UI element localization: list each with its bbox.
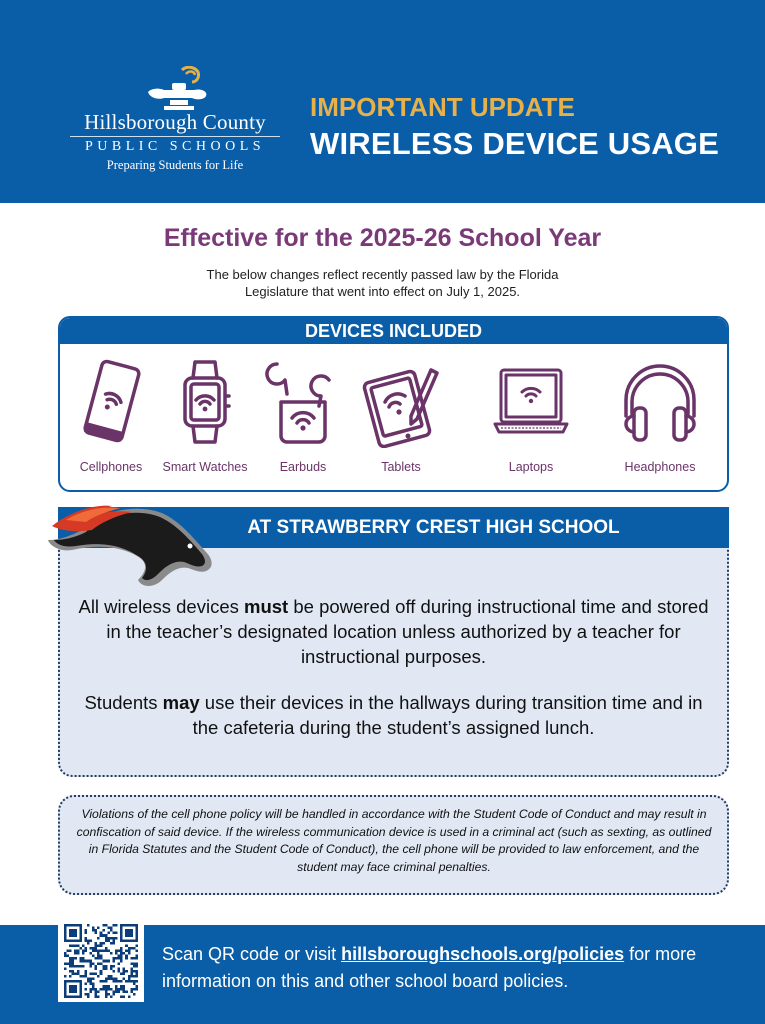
- lamp-icon: [142, 66, 212, 112]
- emphasis-may: may: [162, 692, 200, 713]
- device-label: Smart Watches: [162, 460, 248, 474]
- paragraph-text: use their devices in the hallways during transition time and in the cafeteria during the student’s assigned lunch.: [192, 692, 703, 738]
- device-label: Laptops: [508, 460, 554, 474]
- header-banner: [0, 0, 765, 203]
- district-name: Hillsborough County: [84, 110, 266, 134]
- emphasis-must: must: [244, 596, 289, 617]
- headphones-icon: [620, 356, 700, 448]
- footer-text: [162, 941, 722, 995]
- device-label: Tablets: [381, 460, 421, 474]
- effective-subtitle: The below changes reflect recently passed law by the Florida Legislature that went into effect on July 1, 2025.: [206, 267, 559, 299]
- footer-text-prefix: Scan QR code or visit: [162, 944, 342, 964]
- earbuds-icon: [263, 356, 343, 448]
- device-tablets: [346, 356, 456, 476]
- device-headphones: [605, 356, 715, 476]
- district-logo: [60, 66, 290, 176]
- school-policy-paragraph-1: [78, 594, 709, 669]
- qr-code[interactable]: [58, 920, 144, 1002]
- device-label: Earbuds: [279, 460, 327, 474]
- logo-divider: [70, 136, 280, 137]
- mustang-mascot-icon: [42, 500, 220, 592]
- devices-heading: DEVICES INCLUDED: [60, 318, 727, 344]
- device-laptops: [476, 356, 586, 476]
- paragraph-text: be powered off during instructional time and stored in the teacher’s designated location unless authorized by a teacher for instructional purposes.: [106, 596, 709, 667]
- devices-panel: [58, 316, 729, 492]
- district-subname: PUBLIC SCHOOLS: [84, 139, 266, 154]
- device-smart-watches: [150, 356, 260, 476]
- smartwatch-icon: [165, 356, 245, 448]
- tablet-icon: [361, 356, 441, 448]
- update-label: IMPORTANT UPDATE: [310, 92, 575, 122]
- school-policy-paragraph-2: [78, 690, 709, 740]
- policies-link[interactable]: hillsboroughschools.org/policies: [341, 944, 625, 964]
- paragraph-text: All wireless devices: [78, 596, 245, 617]
- effective-title: Effective for the 2025-26 School Year: [163, 224, 602, 252]
- cellphone-icon: [71, 356, 151, 448]
- device-label: Cellphones: [79, 460, 143, 474]
- footer-text-suffix: for more information on this and other school board policies.: [162, 944, 697, 991]
- district-tagline: Preparing Students for Life: [106, 158, 244, 172]
- school-heading: AT STRAWBERRY CREST HIGH SCHOOL: [58, 507, 729, 548]
- paragraph-text: Students: [84, 692, 163, 713]
- page-title: WIRELESS DEVICE USAGE: [310, 126, 719, 161]
- violations-text: Violations of the cell phone policy will be handled in accordance with the Student Code of Conduct and may result in confiscation of said device. If the wireless communication device is used in a criminal act (such as sexting, as outlined in Florida Statutes and the Student Code of Conduct), the cell phone will be provided to law enforcement, and the student may face criminal penalties.: [76, 807, 712, 874]
- device-label: Headphones: [624, 460, 696, 474]
- qr-code-icon: [62, 924, 140, 998]
- laptop-icon: [474, 356, 588, 448]
- device-earbuds: [248, 356, 358, 476]
